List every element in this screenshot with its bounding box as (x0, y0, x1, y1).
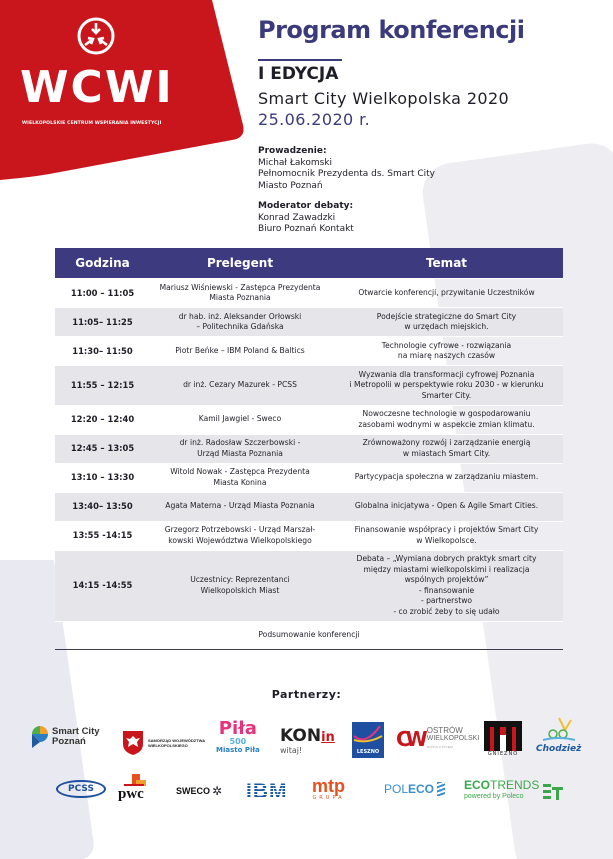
topic-line: Debata – „Wymiana dobrych praktyk smart city (356, 554, 537, 563)
poznan-text: Poznań (52, 736, 86, 747)
logo-sweco (176, 784, 222, 798)
cell-speaker (150, 380, 330, 391)
ostrow-line2: WIELKOPOLSKI (426, 735, 480, 742)
cell-speaker (150, 575, 330, 596)
samorzad-line1: SAMORZĄD WOJEWÓDZTWA (148, 738, 206, 743)
agenda-table (55, 248, 563, 650)
speaker-line: dr inż. Radosław Szczerbowski - (179, 438, 301, 447)
speaker-line: Urząd Miasta Poznania (197, 448, 283, 458)
cell-time: 12:20 – 12:40 (70, 414, 135, 425)
topic-line: między miastami wielkopolskimi i realizacja (363, 564, 530, 574)
topic-line: w urzędach miejskich. (404, 322, 489, 331)
cell-topic (330, 438, 563, 459)
smart-city-text: Smart City (52, 726, 100, 737)
topic-line: - finansowanie (418, 585, 475, 595)
table-row (55, 434, 563, 463)
topic-line: w miastach Smart City. (402, 448, 491, 458)
title-divider (258, 59, 342, 61)
edition-label: I EDYCJA (258, 64, 339, 84)
pila-500: 500 (229, 737, 247, 746)
table-header (55, 248, 563, 278)
pila-letters: Piła (218, 718, 257, 739)
cell-topic (330, 312, 563, 333)
cell-topic (330, 525, 563, 546)
table-row (55, 550, 563, 621)
table-row (55, 463, 563, 492)
moderator-name: Konrad Zawadzki (258, 212, 336, 223)
topic-line: Nowoczesne technologie w gospodarowaniu (362, 409, 531, 418)
topic-line: zasobami wodnymi w aspekcie zmian klimatu. (358, 419, 535, 429)
smart-city-pin-icon (32, 726, 48, 748)
speaker-line: Miasta Poznania (209, 293, 271, 302)
speaker-line: Wielkopolskich Miast (200, 585, 280, 595)
cell-topic (330, 341, 563, 362)
speaker-line: Uczestnicy: Reprezentanci (190, 575, 290, 584)
table-row (55, 336, 563, 365)
speaker-line: Mariusz Wiśniewski - Zastępca Prezydenta (159, 282, 321, 292)
host-name: Michał Łakomski (258, 157, 332, 168)
poleco-stripes-icon (437, 782, 445, 796)
moderator-label: Moderator debaty: (258, 201, 354, 211)
column-header-topic: Temat (425, 256, 468, 270)
cell-time: 11:55 – 12:15 (70, 380, 135, 390)
table-row (55, 405, 563, 434)
gniezno-cathedral-icon (484, 721, 522, 751)
pwc-text: pwc (118, 786, 144, 802)
topic-line: wspólnych projektów” (404, 575, 489, 584)
cell-time: 13:40– 13:50 (72, 501, 133, 512)
speaker-line: Grzegorz Potrzebowski - Urząd Marszał- (164, 525, 316, 534)
logo-poleco (384, 782, 445, 796)
cell-speaker (150, 501, 330, 512)
sweco-figure-icon: ✲ (212, 784, 223, 798)
topic-line: Zrównoważony rozwój i zarządzanie energią (362, 438, 531, 447)
topic-line: Otwarcie konferencji, przywitanie Uczestników (358, 287, 535, 297)
host-label: Prowadzenie: (258, 146, 327, 156)
ecotrends-trends: TRENDS (490, 778, 540, 792)
logo-wordmark: WCWI (20, 62, 174, 113)
samorzad-line2: WIELKOPOLSKIEGO (148, 743, 188, 748)
cell-time: 13:55 -14:15 (72, 530, 133, 541)
coat-of-arms-icon (122, 730, 144, 756)
mtp-grupa-text: GRUPA (312, 795, 345, 801)
table-row (55, 365, 563, 405)
topic-line: Podejście strategiczne do Smart City (376, 311, 517, 321)
topic-line: w Wielkopolsce. (416, 535, 477, 545)
summary-text: Podsumowanie konferencji (258, 629, 360, 639)
cell-speaker (150, 283, 330, 304)
table-row (55, 307, 563, 336)
cell-time: 11:30– 11:50 (72, 345, 133, 356)
speaker-line: Piotr Beńke – IBM Poland & Baltics (175, 345, 305, 355)
poleco-pol: POL (384, 782, 409, 796)
speaker-line: dr inż. Cezary Mazurek - PCSS (183, 380, 297, 389)
cell-speaker (150, 346, 330, 357)
mtp-text: mtp (312, 776, 345, 796)
speaker-line: kowski Województwa Wielkopolskiego (168, 535, 312, 545)
cell-topic (330, 409, 563, 430)
ibm-text: IBM (246, 780, 288, 803)
cell-speaker (150, 414, 330, 425)
event-date: 25.06.2020 r. (258, 110, 371, 129)
cell-speaker (150, 438, 330, 459)
topic-line: - partnerstwo (420, 596, 473, 605)
topic-line: Wyzwania dla transformacji cyfrowej Poznania (358, 369, 535, 379)
topic-line: Technologie cyfrowe - rozwiązania (381, 340, 512, 350)
miasto-pila-text: Miasto Piła (216, 746, 260, 754)
konin-kon: KON (280, 726, 322, 746)
speaker-line: Witold Nowak - Zastępca Prezydenta (170, 467, 310, 476)
logo-ostrow (396, 727, 479, 751)
logo-gniezno (484, 721, 522, 757)
table-bottom-rule (55, 649, 563, 651)
topic-line: na miarę naszych czasów (397, 351, 496, 360)
ostrow-line1: OSTRÓW (426, 726, 463, 735)
cell-topic (330, 288, 563, 299)
speaker-line: – Politechnika Gdańska (196, 322, 284, 331)
column-header-time: Godzina (75, 256, 130, 270)
pcss-text: PCSS (68, 784, 94, 794)
logo-konin (280, 728, 335, 755)
konin-witaj: witaj! (280, 746, 303, 755)
leszno-text: LESZNO (356, 749, 380, 755)
topic-line: Finansowanie współpracy i projektów Smart City (354, 525, 539, 534)
cell-time: 11:00 – 11:05 (70, 287, 135, 298)
ostrow-line3: MIASTO Z ŻYCIEM (426, 745, 454, 749)
cell-time: 12:45 – 13:05 (70, 443, 135, 454)
topic-line: i Metropolii w perspektywie roku 2030 - w kierunku (349, 380, 544, 389)
logo-ecotrends (464, 780, 563, 802)
cell-speaker (150, 467, 330, 488)
speaker-line: dr hab. inż. Aleksander Orłowski (178, 311, 302, 321)
host-role: Pełnomocnik Prezydenta ds. Smart City (258, 169, 435, 179)
cell-time: 13:10 – 13:30 (70, 472, 135, 483)
logo-pwc (118, 774, 148, 801)
logo-pila (216, 720, 260, 754)
logo-leszno (352, 722, 384, 758)
host-org: Miasto Poznań (258, 180, 323, 191)
event-name: Smart City Wielkopolska 2020 (258, 89, 510, 108)
ecotrends-et-icon (543, 782, 563, 800)
topic-line: Smarter City. (421, 390, 472, 400)
ecotrends-eco: ECO (464, 778, 491, 792)
topic-line: - co zrobić żeby to się udało (393, 606, 500, 616)
topic-line: Globalna inicjatywa - Open & Agile Smart Cities. (354, 501, 539, 511)
logo-smart-city-poznan (32, 726, 100, 748)
ostrow-cw-mark: CW (396, 727, 423, 751)
cell-speaker (150, 312, 330, 333)
cell-topic (330, 472, 563, 483)
moderator-org: Biuro Poznań Kontakt (258, 224, 354, 234)
table-row (55, 492, 563, 521)
cell-topic (330, 501, 563, 512)
speaker-line: Miasta Konina (213, 477, 267, 487)
cell-topic (330, 370, 563, 402)
ecotrends-powered: powered by Poleco (464, 793, 524, 800)
partners-title: Partnerzy: (271, 688, 342, 701)
cell-speaker (150, 525, 330, 546)
cell-time: 14:15 -14:55 (72, 580, 133, 591)
gniezno-text: GNIEZNO (487, 751, 519, 757)
logo-ibm (246, 780, 288, 804)
logo-mtp (312, 778, 345, 801)
sweco-text: SWECO (176, 786, 211, 796)
cell-topic (330, 554, 563, 617)
logo-chodziez (536, 716, 581, 754)
topic-line: Partycypacja społeczna w zarządzaniu miastem. (354, 472, 539, 482)
speaker-line: Agata Materna - Urząd Miasta Poznania (165, 501, 315, 511)
cell-time: 11:05– 11:25 (72, 316, 133, 327)
table-row (55, 521, 563, 550)
hosts-info (258, 146, 435, 236)
leszno-swoosh-icon (352, 724, 384, 748)
chodziez-sun-bike-icon (541, 716, 577, 744)
logo-pcss (56, 780, 106, 798)
konin-in: in (321, 730, 335, 745)
speaker-line: Kamil Jawgiel - Sweco (198, 414, 282, 424)
column-header-speaker: Prelegent (206, 256, 274, 270)
wcwi-symbol-icon (76, 16, 116, 56)
logo-tagline: WIELKOPOLSKIE CENTRUM WSPIERANIA INWESTYCJI (22, 121, 162, 126)
page-title: Program konferencji (258, 16, 525, 44)
summary-row (55, 621, 563, 649)
table-body (55, 278, 563, 621)
poleco-eco: ECO (408, 782, 435, 796)
logo-samorzad-wojewodztwa (122, 730, 205, 756)
table-row (55, 278, 563, 307)
chodziez-text: Chodzież (536, 744, 582, 754)
